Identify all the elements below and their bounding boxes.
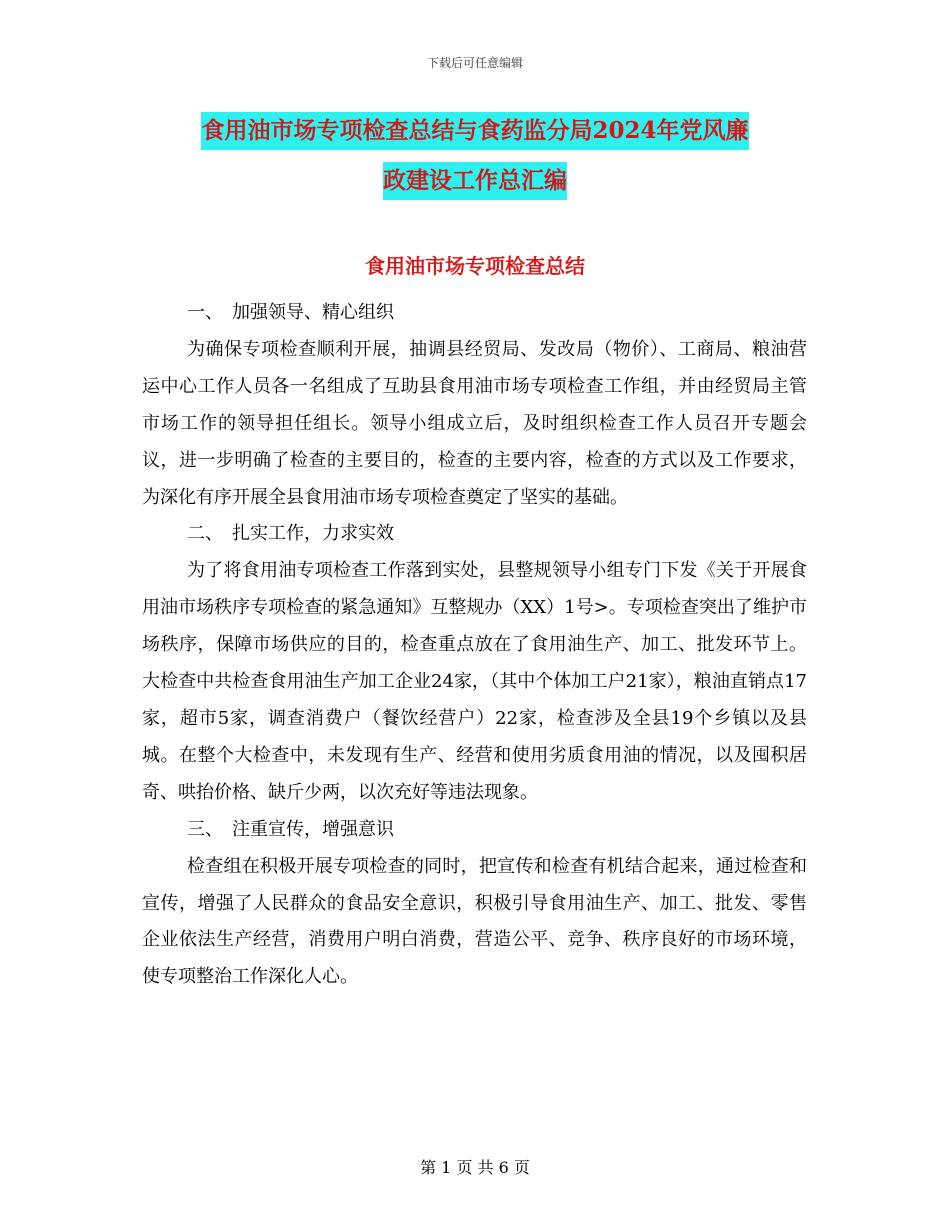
section-title: 食用油市场专项检查总结 [365, 254, 585, 278]
section-heading-3: 三、 注重宣传，增强意识 [187, 818, 394, 840]
document-title-line-1: 食用油市场专项检查总结与食药监分局2024年党风廉 [201, 112, 748, 150]
page-header-note: 下载后可任意编辑 [426, 56, 523, 70]
page-number-footer: 第 1 页 共 6 页 [420, 1158, 530, 1177]
document-body [142, 295, 807, 996]
section-heading-1: 一、 加强领导、精心组织 [187, 302, 394, 323]
document-title [140, 112, 810, 200]
section-heading-2: 二、 扎实工作，力求实效 [187, 523, 394, 545]
section-paragraph-1: 为确保专项检查顺利开展，抽调县经贸局、发改局（物价）、工商局、粮油营运中心工作人员各一名组成了互助县食用油市场专项检查工作组，并由经贸局主管市场工作的领导担任组长。领导小组成立后，及时组织检查工作人员召开专题会议，进一步明确了检查的主要目的，检查的主要内容，检查的方式以及工作要求，为深化有序开展全县食用油市场专项检查奠定了坚实的基础。 [142, 338, 807, 508]
document-title-line-2: 政建设工作总汇编 [383, 162, 567, 200]
section-paragraph-2: 为了将食用油专项检查工作落到实处，县整规领导小组专门下发《关于开展食用油市场秩序专项检查的紧急通知》互整规办（XX）1号>。专项检查突出了维护市场秩序，保障市场供应的目的，检查重点放在了食用油生产、加工、批发环节上。大检查中共检查食用油生产加工企业24家，（其中个体加工户21家），粮油直销点17家，超市5家，调查消费户（餐饮经营户）22家，检查涉及全县19个乡镇以及县城。在整个大检查中，未发现有生产、经营和使用劣质食用油的情况，以及囤积居奇、哄抬价格、缺斤少两，以次充好等违法现象。 [142, 560, 807, 803]
section-paragraph-3: 检查组在积极开展专项检查的同时，把宣传和检查有机结合起来，通过检查和宣传，增强了人民群众的食品安全意识，积极引导食用油生产、加工、批发、零售企业依法生产经营，消费用户明白消费，营造公平、竞争、秩序良好的市场环境，使专项整治工作深化人心。 [142, 855, 807, 988]
